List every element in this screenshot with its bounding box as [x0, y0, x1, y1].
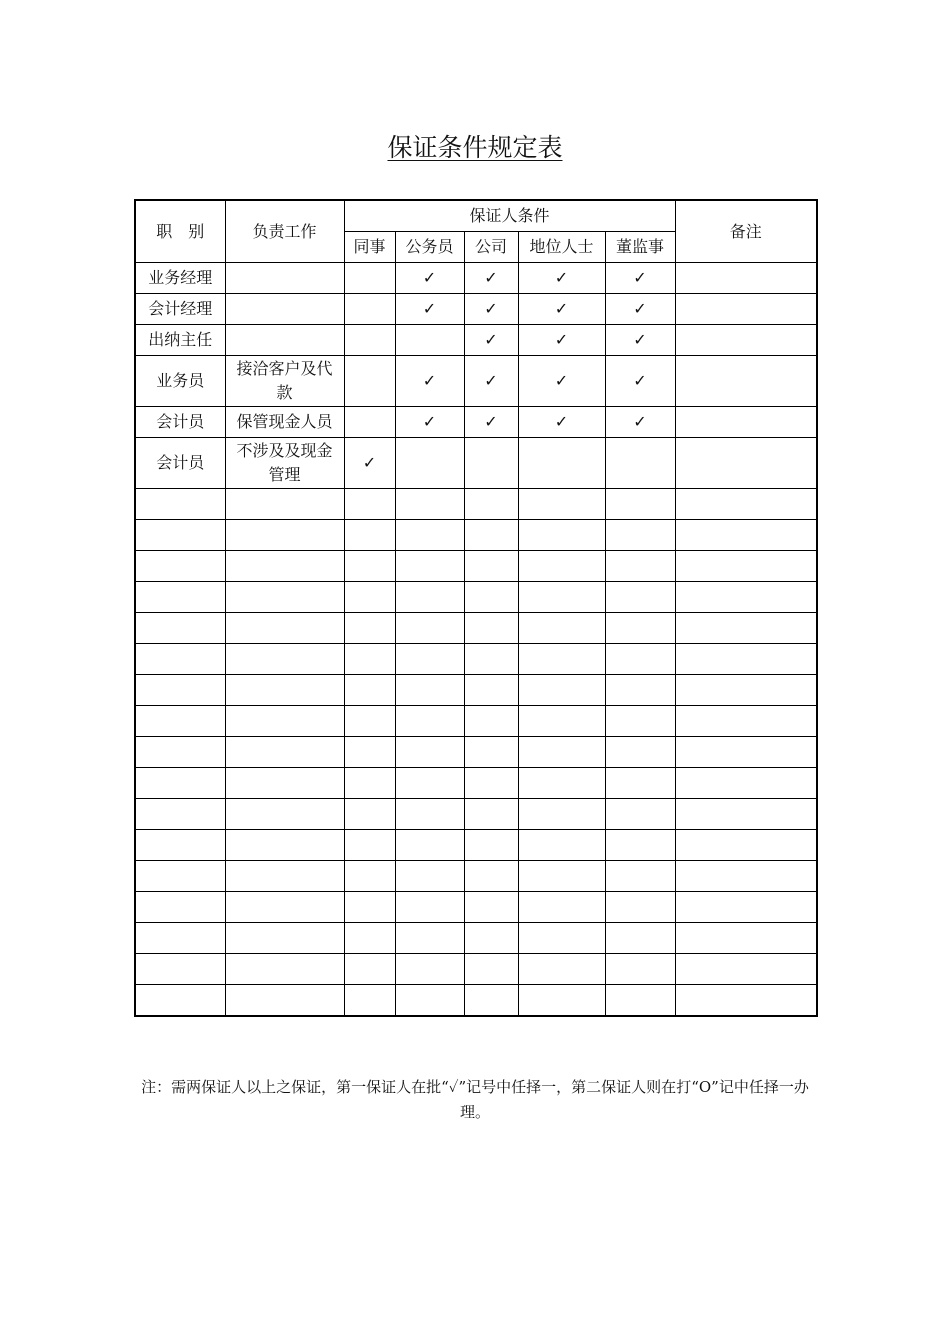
blank-cell[interactable]	[135, 706, 225, 737]
condition-cell[interactable]	[344, 294, 395, 325]
duty-text: 接洽客户及代款	[236, 359, 333, 402]
blank-cell[interactable]	[344, 892, 395, 923]
blank-cell[interactable]	[395, 706, 464, 737]
header-civil-servant: 公务员	[395, 232, 464, 263]
blank-row	[135, 954, 817, 985]
condition-cell[interactable]	[395, 407, 464, 438]
condition-cell[interactable]	[344, 356, 395, 407]
blank-cell[interactable]	[395, 520, 464, 551]
blank-cell[interactable]	[225, 551, 344, 582]
condition-cell[interactable]	[344, 263, 395, 294]
blank-cell[interactable]	[605, 799, 675, 830]
blank-cell[interactable]	[344, 923, 395, 954]
blank-cell[interactable]	[464, 644, 518, 675]
blank-cell[interactable]	[675, 954, 817, 985]
blank-cell[interactable]	[395, 675, 464, 706]
check-icon: ✓	[422, 412, 437, 431]
blank-cell[interactable]	[395, 551, 464, 582]
blank-row	[135, 520, 817, 551]
blank-cell[interactable]	[605, 861, 675, 892]
condition-cell[interactable]	[518, 294, 605, 325]
blank-cell[interactable]	[344, 706, 395, 737]
blank-cell[interactable]	[464, 582, 518, 613]
blank-cell[interactable]	[225, 489, 344, 520]
blank-cell[interactable]	[135, 892, 225, 923]
blank-cell[interactable]	[225, 861, 344, 892]
condition-cell[interactable]	[518, 325, 605, 356]
blank-cell[interactable]	[464, 737, 518, 768]
blank-cell[interactable]	[135, 985, 225, 1017]
check-icon: ✓	[633, 268, 647, 287]
blank-cell[interactable]	[605, 644, 675, 675]
condition-cell[interactable]	[518, 263, 605, 294]
blank-cell[interactable]	[675, 830, 817, 861]
blank-cell[interactable]	[605, 737, 675, 768]
condition-cell[interactable]	[464, 263, 518, 294]
blank-cell[interactable]	[518, 861, 605, 892]
blank-cell[interactable]	[675, 892, 817, 923]
blank-cell[interactable]	[344, 675, 395, 706]
condition-cell[interactable]	[395, 438, 464, 489]
blank-cell[interactable]	[675, 737, 817, 768]
remarks-cell[interactable]	[675, 294, 817, 325]
blank-cell[interactable]	[464, 675, 518, 706]
remarks-cell[interactable]	[675, 263, 817, 294]
blank-row	[135, 768, 817, 799]
blank-cell[interactable]	[605, 954, 675, 985]
blank-cell[interactable]	[675, 551, 817, 582]
remarks-cell[interactable]	[675, 325, 817, 356]
blank-cell[interactable]	[225, 768, 344, 799]
table-row	[135, 325, 817, 356]
blank-cell[interactable]	[395, 830, 464, 861]
duty-text: 保管现金人员	[236, 412, 333, 431]
blank-cell[interactable]	[395, 489, 464, 520]
duty-text: 不涉及及现金管理	[236, 441, 333, 484]
check-icon: ✓	[362, 453, 377, 472]
check-icon: ✓	[484, 412, 498, 431]
blank-cell[interactable]	[225, 799, 344, 830]
blank-row	[135, 892, 817, 923]
blank-cell[interactable]	[225, 737, 344, 768]
condition-cell[interactable]	[464, 294, 518, 325]
check-icon: ✓	[422, 299, 437, 318]
check-icon: ✓	[633, 371, 647, 390]
blank-cell[interactable]	[518, 923, 605, 954]
blank-cell[interactable]	[225, 675, 344, 706]
blank-cell[interactable]	[518, 644, 605, 675]
blank-cell[interactable]	[395, 954, 464, 985]
blank-cell[interactable]	[135, 551, 225, 582]
blank-cell[interactable]	[135, 520, 225, 551]
condition-cell[interactable]	[605, 407, 675, 438]
blank-cell[interactable]	[395, 768, 464, 799]
condition-cell[interactable]	[464, 325, 518, 356]
blank-cell[interactable]	[605, 613, 675, 644]
blank-cell[interactable]	[225, 520, 344, 551]
blank-cell[interactable]	[518, 613, 605, 644]
blank-cell[interactable]	[344, 954, 395, 985]
blank-cell[interactable]	[344, 830, 395, 861]
position-cell[interactable]: 会计经理	[135, 294, 225, 325]
duty-cell[interactable]	[225, 294, 344, 325]
condition-cell[interactable]	[605, 325, 675, 356]
blank-cell[interactable]	[225, 613, 344, 644]
blank-cell[interactable]	[605, 582, 675, 613]
blank-cell[interactable]	[605, 706, 675, 737]
blank-cell[interactable]	[344, 737, 395, 768]
blank-cell[interactable]	[518, 954, 605, 985]
duty-cell[interactable]	[225, 325, 344, 356]
header-person-of-status: 地位人士	[518, 232, 605, 263]
blank-cell[interactable]	[395, 582, 464, 613]
blank-cell[interactable]	[344, 489, 395, 520]
blank-cell[interactable]	[605, 520, 675, 551]
blank-cell[interactable]	[135, 644, 225, 675]
blank-cell[interactable]	[344, 613, 395, 644]
remarks-cell[interactable]	[675, 438, 817, 489]
condition-cell[interactable]	[395, 356, 464, 407]
blank-cell[interactable]	[518, 830, 605, 861]
blank-cell[interactable]	[464, 799, 518, 830]
blank-cell[interactable]	[675, 613, 817, 644]
header-duty: 负责工作	[225, 200, 344, 263]
blank-cell[interactable]	[518, 768, 605, 799]
header-colleague: 同事	[344, 232, 395, 263]
page-title: 保证条件规定表	[387, 133, 563, 162]
blank-cell[interactable]	[464, 520, 518, 551]
blank-cell[interactable]	[225, 923, 344, 954]
blank-cell[interactable]	[605, 923, 675, 954]
blank-cell[interactable]	[395, 892, 464, 923]
blank-cell[interactable]	[344, 582, 395, 613]
blank-cell[interactable]	[225, 954, 344, 985]
blank-cell[interactable]	[395, 613, 464, 644]
condition-cell[interactable]	[605, 356, 675, 407]
table-row	[135, 356, 817, 407]
check-icon: ✓	[633, 330, 647, 349]
blank-cell[interactable]	[605, 551, 675, 582]
check-icon: ✓	[554, 299, 569, 318]
blank-cell[interactable]	[225, 985, 344, 1017]
blank-cell[interactable]	[464, 861, 518, 892]
blank-cell[interactable]	[464, 923, 518, 954]
blank-cell[interactable]	[395, 861, 464, 892]
blank-cell[interactable]	[464, 830, 518, 861]
blank-cell[interactable]	[135, 613, 225, 644]
blank-cell[interactable]	[135, 830, 225, 861]
remarks-cell[interactable]	[675, 407, 817, 438]
check-icon: ✓	[422, 371, 437, 390]
blank-cell[interactable]	[675, 985, 817, 1017]
blank-cell[interactable]	[518, 737, 605, 768]
blank-cell[interactable]	[464, 768, 518, 799]
blank-cell[interactable]	[135, 489, 225, 520]
blank-cell[interactable]	[605, 830, 675, 861]
table-row	[135, 294, 817, 325]
position-cell[interactable]: 业务经理	[135, 263, 225, 294]
blank-cell[interactable]	[675, 520, 817, 551]
blank-cell[interactable]	[344, 644, 395, 675]
condition-cell[interactable]	[464, 407, 518, 438]
blank-cell[interactable]	[518, 551, 605, 582]
blank-cell[interactable]	[225, 892, 344, 923]
check-icon: ✓	[484, 330, 498, 349]
duty-cell[interactable]	[225, 356, 344, 407]
condition-cell[interactable]	[464, 438, 518, 489]
blank-cell[interactable]	[135, 923, 225, 954]
blank-cell[interactable]	[518, 489, 605, 520]
blank-cell[interactable]	[225, 582, 344, 613]
header-guarantor-conditions: 保证人条件	[344, 200, 675, 232]
blank-cell[interactable]	[675, 799, 817, 830]
blank-row	[135, 737, 817, 768]
blank-cell[interactable]	[675, 675, 817, 706]
footnote: 注：需两保证人以上之保证，第一保证人在批“✓”记号中任择一，第二保证人则在打“O”记中任择一办理。	[141, 1078, 809, 1121]
blank-cell[interactable]	[135, 582, 225, 613]
condition-cell[interactable]	[518, 407, 605, 438]
blank-cell[interactable]	[464, 954, 518, 985]
blank-cell[interactable]	[225, 706, 344, 737]
condition-cell[interactable]	[395, 325, 464, 356]
blank-cell[interactable]	[135, 799, 225, 830]
condition-cell[interactable]	[464, 356, 518, 407]
condition-cell[interactable]	[518, 356, 605, 407]
blank-cell[interactable]	[518, 892, 605, 923]
blank-cell[interactable]	[675, 706, 817, 737]
blank-cell[interactable]	[225, 644, 344, 675]
condition-cell[interactable]	[344, 325, 395, 356]
blank-row	[135, 985, 817, 1017]
blank-cell[interactable]	[675, 768, 817, 799]
blank-row	[135, 582, 817, 613]
blank-cell[interactable]	[464, 706, 518, 737]
blank-cell[interactable]	[135, 954, 225, 985]
check-icon: ✓	[422, 268, 437, 287]
blank-cell[interactable]	[464, 613, 518, 644]
condition-cell[interactable]	[344, 407, 395, 438]
blank-cell[interactable]	[518, 799, 605, 830]
position-cell[interactable]: 会计员	[135, 438, 225, 489]
blank-cell[interactable]	[135, 768, 225, 799]
blank-cell[interactable]	[518, 675, 605, 706]
blank-cell[interactable]	[464, 892, 518, 923]
blank-cell[interactable]	[675, 923, 817, 954]
blank-cell[interactable]	[605, 489, 675, 520]
blank-row	[135, 551, 817, 582]
check-icon: ✓	[554, 268, 569, 287]
blank-cell[interactable]	[395, 799, 464, 830]
blank-row	[135, 613, 817, 644]
position-cell[interactable]: 出纳主任	[135, 325, 225, 356]
blank-cell[interactable]	[135, 737, 225, 768]
condition-cell[interactable]	[605, 263, 675, 294]
header-position: 职 别	[135, 200, 225, 263]
blank-cell[interactable]	[605, 985, 675, 1017]
check-icon: ✓	[484, 299, 498, 318]
blank-cell[interactable]	[675, 582, 817, 613]
header-company: 公司	[464, 232, 518, 263]
blank-row	[135, 923, 817, 954]
blank-cell[interactable]	[605, 768, 675, 799]
condition-cell[interactable]	[395, 263, 464, 294]
table-row	[135, 407, 817, 438]
blank-cell[interactable]	[344, 985, 395, 1017]
blank-cell[interactable]	[344, 799, 395, 830]
check-icon: ✓	[633, 299, 647, 318]
check-icon: ✓	[554, 412, 569, 431]
blank-cell[interactable]	[518, 985, 605, 1017]
condition-cell[interactable]	[518, 438, 605, 489]
blank-row	[135, 675, 817, 706]
blank-cell[interactable]	[344, 768, 395, 799]
blank-cell[interactable]	[464, 985, 518, 1017]
duty-cell[interactable]	[225, 263, 344, 294]
condition-cell[interactable]	[605, 438, 675, 489]
blank-cell[interactable]	[344, 861, 395, 892]
blank-row	[135, 706, 817, 737]
condition-cell[interactable]	[605, 294, 675, 325]
remarks-cell[interactable]	[675, 356, 817, 407]
blank-cell[interactable]	[518, 520, 605, 551]
header-remarks: 备注	[675, 200, 817, 263]
blank-cell[interactable]	[395, 737, 464, 768]
blank-cell[interactable]	[464, 489, 518, 520]
blank-cell[interactable]	[675, 861, 817, 892]
blank-row	[135, 644, 817, 675]
check-icon: ✓	[633, 412, 647, 431]
table-row	[135, 263, 817, 294]
blank-cell[interactable]	[675, 489, 817, 520]
blank-cell[interactable]	[395, 644, 464, 675]
blank-cell[interactable]	[395, 923, 464, 954]
blank-cell[interactable]	[675, 644, 817, 675]
blank-cell[interactable]	[605, 892, 675, 923]
table-row	[135, 438, 817, 489]
blank-row	[135, 799, 817, 830]
header-row	[135, 200, 817, 232]
blank-cell[interactable]	[395, 985, 464, 1017]
duty-cell[interactable]	[225, 407, 344, 438]
blank-cell[interactable]	[518, 706, 605, 737]
blank-cell[interactable]	[135, 675, 225, 706]
blank-cell[interactable]	[605, 675, 675, 706]
check-icon: ✓	[554, 371, 569, 390]
blank-row	[135, 489, 817, 520]
blank-cell[interactable]	[344, 520, 395, 551]
position-cell[interactable]: 会计员	[135, 407, 225, 438]
check-icon: ✓	[554, 330, 569, 349]
condition-cell[interactable]	[395, 294, 464, 325]
check-icon: ✓	[484, 268, 498, 287]
blank-row	[135, 861, 817, 892]
blank-cell[interactable]	[135, 861, 225, 892]
duty-cell[interactable]	[225, 438, 344, 489]
guarantee-conditions-table	[134, 199, 818, 1017]
check-icon: ✓	[484, 371, 498, 390]
header-director-supervisor: 董监事	[605, 232, 675, 263]
blank-row	[135, 830, 817, 861]
blank-cell[interactable]	[464, 551, 518, 582]
blank-cell[interactable]	[518, 582, 605, 613]
blank-cell[interactable]	[225, 830, 344, 861]
blank-cell[interactable]	[344, 551, 395, 582]
position-cell[interactable]: 业务员	[135, 356, 225, 407]
condition-cell[interactable]	[344, 438, 395, 489]
